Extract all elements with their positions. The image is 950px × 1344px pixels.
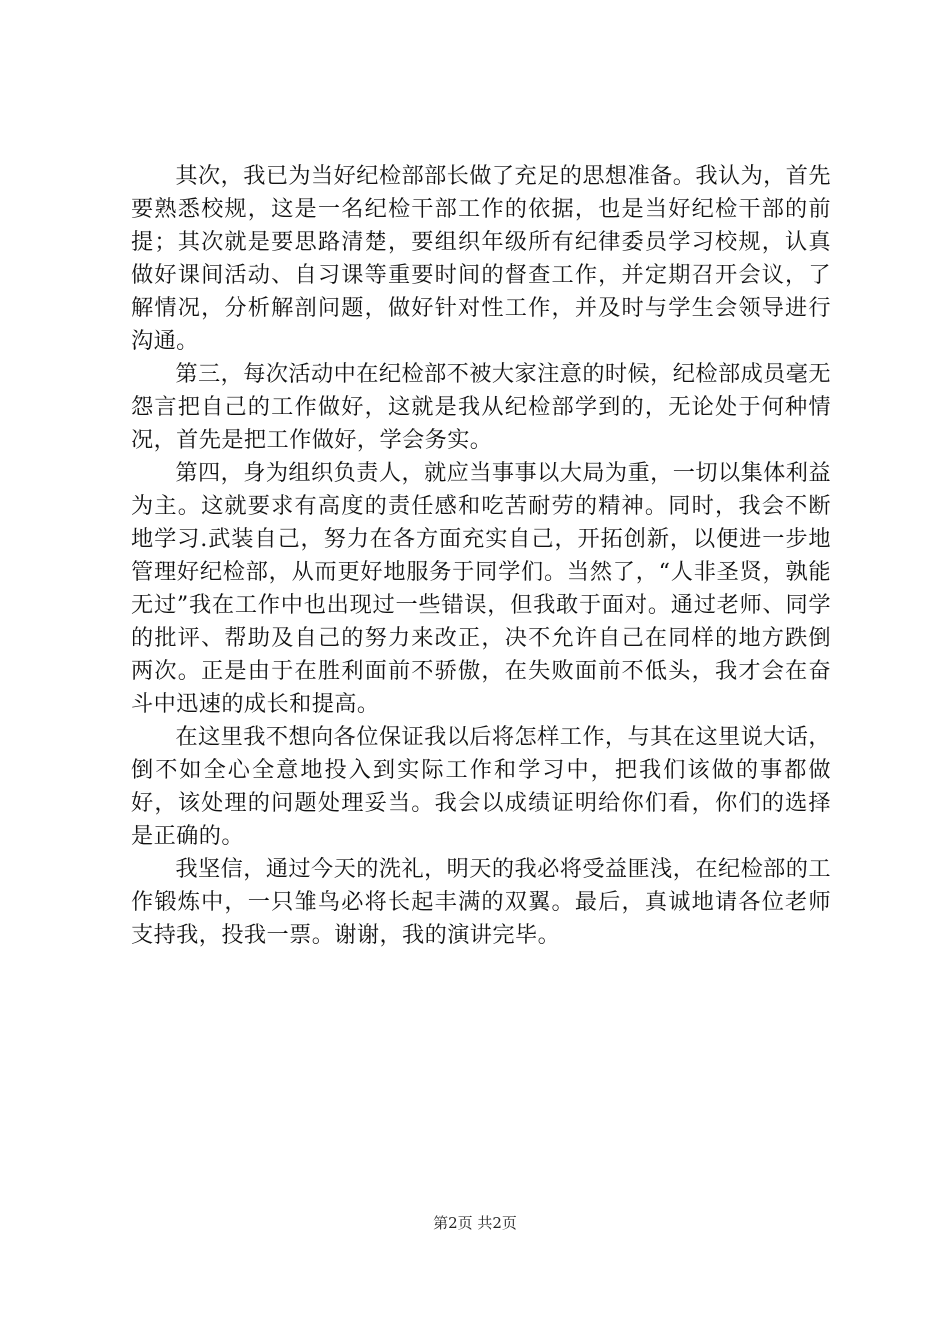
document-body xyxy=(131,160,831,952)
page-footer: 第2页 共2页 xyxy=(433,1214,517,1232)
paragraph-3: 第四，身为组织负责人，就应当事事以大局为重，一切以集体利益为主。这就要求有高度的责任感和吃苦耐劳的精神。同时，我会不断地学习.武装自己，努力在各方面充实自己，开拓创新，以便进一步地管理好纪检部，从而更好地服务于同学们。当然了，“人非圣贤，孰能无过”我在工作中也出现过一些错误，但我敢于面对。通过老师、同学的批评、帮助及自己的努力来改正，决不允许自己在同样的地方跌倒两次。正是由于在胜利面前不骄傲，在失败面前不低头，我才会在奋斗中迅速的成长和提高。 xyxy=(131,460,831,717)
paragraph-5: 我坚信，通过今天的洗礼，明天的我必将受益匪浅，在纪检部的工作锻炼中，一只雏鸟必将长起丰满的双翼。最后，真诚地请各位老师支持我，投我一票。谢谢，我的演讲完毕。 xyxy=(131,856,831,948)
paragraph-2: 第三，每次活动中在纪检部不被大家注意的时候，纪检部成员毫无怨言把自己的工作做好，这就是我从纪检部学到的，无论处于何种情况，首先是把工作做好，学会务实。 xyxy=(131,361,831,453)
paragraph-1: 其次，我已为当好纪检部部长做了充足的思想准备。我认为，首先要熟悉校规，这是一名纪检干部工作的依据，也是当好纪检干部的前提；其次就是要思路清楚，要组织年级所有纪律委员学习校规，认真做好课间活动、自习课等重要时间的督查工作，并定期召开会议，了解情况，分析解剖问题，做好针对性工作，并及时与学生会领导进行沟通。 xyxy=(131,163,831,354)
paragraph-4: 在这里我不想向各位保证我以后将怎样工作，与其在这里说大话，倒不如全心全意地投入到实际工作和学习中，把我们该做的事都做好，该处理的问题处理妥当。我会以成绩证明给你们看，你们的选择是正确的。 xyxy=(131,724,831,849)
